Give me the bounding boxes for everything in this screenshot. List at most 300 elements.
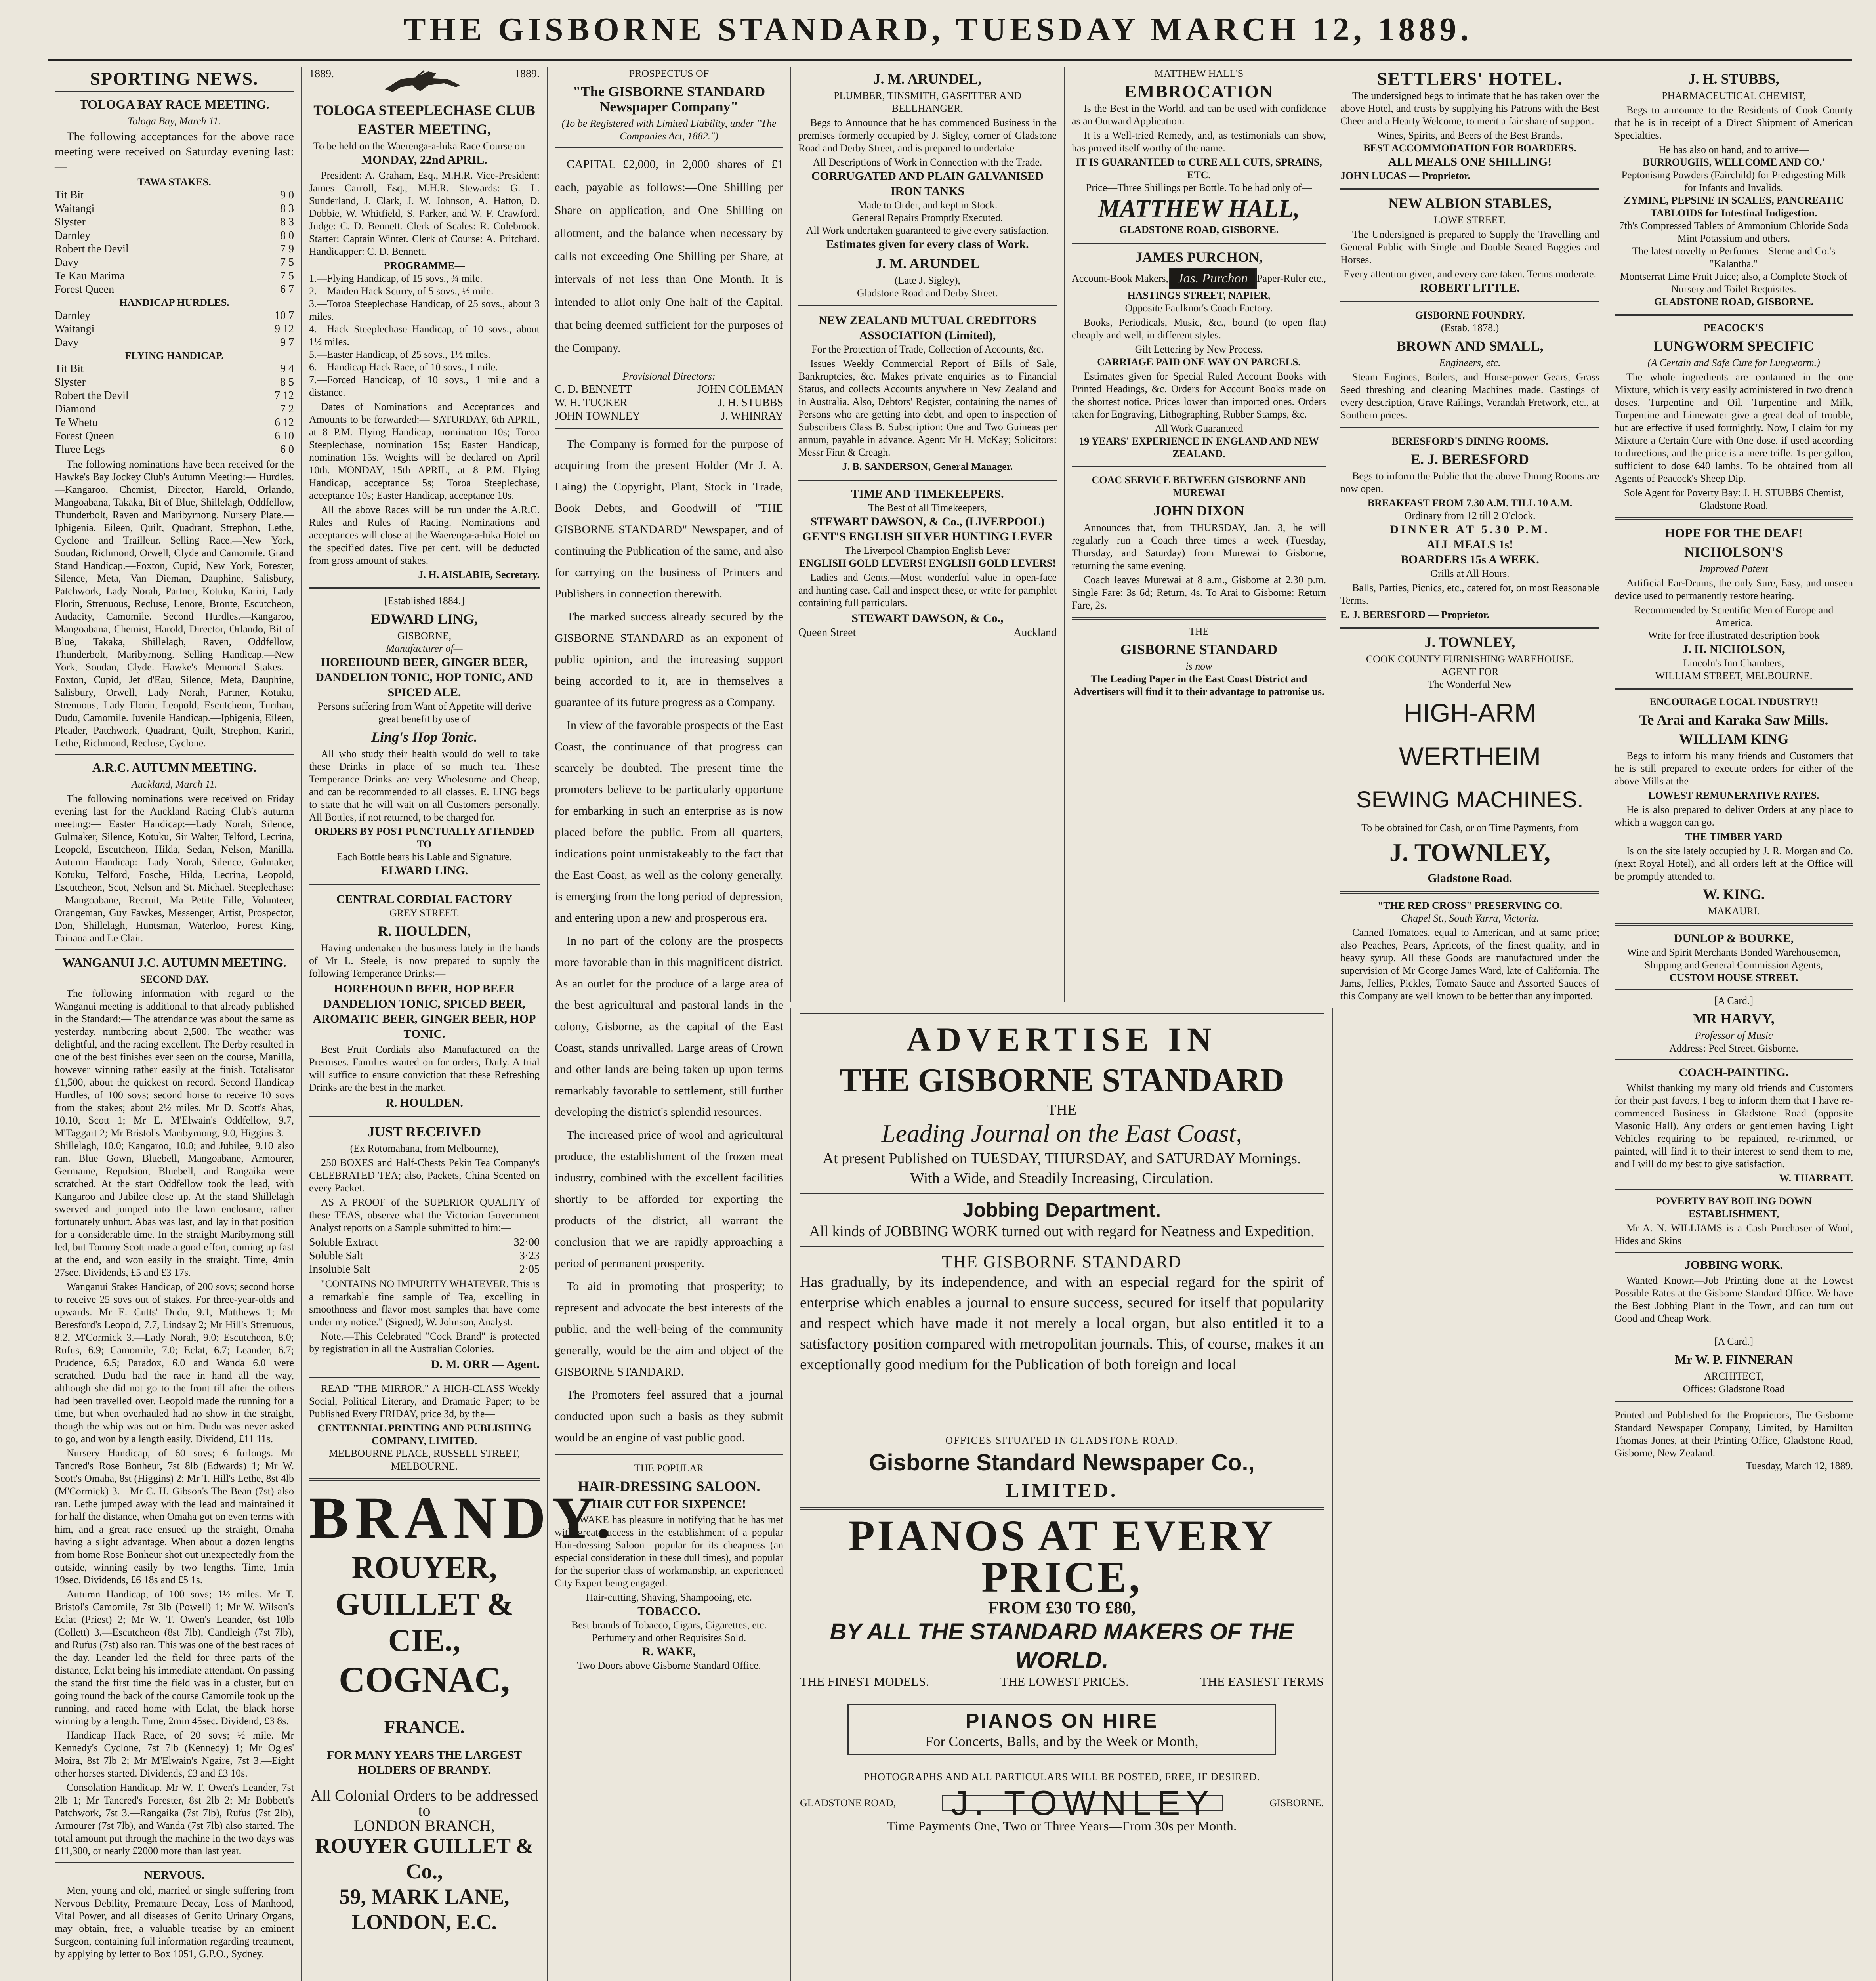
ad-text: Write for free illustrated description book: [1648, 630, 1820, 641]
article-text: The following nominations were received on Friday evening last for the Auckland Racing Club's autumn meeting:— Easter Handicap:—Lady Norah, Silence, Gulmaker, Silence, Kotuku, Sir Walter, Telford, Lecrina, Leopold, Escutcheon, Hilda, Sedan, Nelson, Manilla. Autumn Handicap:—Lady Norah, Silence, Gulmaker, Kotuku, Telford, Fosche, Hilda, Lecrina, Leopold, Escutcheon, Scot, Nelson and St. Michael. Steeplechase:—Mangoabane, Recruit, Ma Petite Fille, Volunteer, Orangeman, Guy Fawkes, Messenger, Artist, Prospector, Don, Shillelagh, Huntsman, Waterloo, Forest King, Tainaoa and Le Clair.: [55, 793, 294, 944]
ad-text: Best brands of Tobacco, Cigars, Cigarettes, etc.: [571, 1619, 767, 1631]
price-range: FROM £30 TO £80,: [988, 1598, 1136, 1617]
card-label: [A Card.]: [1714, 1336, 1754, 1347]
ad-text: Price—Three Shillings per Bottle. To be had only of—: [1086, 182, 1312, 193]
cognac-line: [309, 1659, 540, 1748]
ad-title: "THE RED CROSS" PRESERVING CO.: [1377, 900, 1563, 911]
analysis-row: [309, 1249, 540, 1263]
townley-logo: J. TOWNLEY: [942, 1795, 1223, 1811]
prospectus-paragraph: In view of the favorable prospects of the East Coast, the continuance of that progress can scarcely be doubted. The present time the promoters believe to be particularly opportune for embarking in such an enterprise as is now placed before the public. From all quarters, indications point unmistakeably to the fact that the East Coast, as well as the colony generally, is emerging from the long period of depression, and entering upon a new and prosperous era.: [555, 719, 783, 924]
ad-text: Coach leaves Murewai at 8 a.m., Gisborne at 2.30 p.m. Single Fare: 3s 6d; Return, 4s. To Arai to Gisborne: Return Fare, 2s.: [1072, 574, 1326, 611]
ad-text: Estimates given for Special Ruled Account Books with Printed Headings, &c. Orders for Account Books made on the shortest notice. Prices lower than imported ones. Orders taken for Engraving, Lithographing, Rubber Stamps, &c.: [1072, 370, 1326, 420]
purchon-logo: Jas. Purchon: [1169, 268, 1257, 289]
address: Two Doors above Gisborne Standard Office.: [577, 1660, 761, 1671]
entry-name: Slyster: [55, 376, 86, 388]
signature: R. HOULDEN.: [386, 1096, 463, 1109]
ad-text: Begs to inform his many friends and Customers that he is still prepared to execute orders for either of the above Mills at the: [1615, 750, 1853, 787]
address: LOWE STREET.: [1434, 214, 1506, 226]
masthead-rule: [48, 59, 1852, 61]
article-text: The following nominations have been received for the Hawke's Bay Jockey Club's Autumn Meeting:— Hurdles.—Kangaroo, Chemist, Director, Harold, Orlando, Mangoabana, Takaka, Bit of Blue, Shillelagh, Oddfellow, Thunderbolt, Raven and Maribyrnong. Nursery Plate.—Iphigenia, Eileen, Quilt, Quadrant, Strephon, Lethe, Cyclone and Trailleur. Selling Race.—New York, Soudan, Richmond, Orwell, Clyde and Camomile. Grand Stand Handicap.—Foxton, Cupid, New York, Forester, Silence, Meta, Van Dieman, Dauphine, Salisbury, Patchwork, Lady Norah, Partner, Kotuku, Kariri, Lady Florin, Strenuous, Recluse, Lenore, Bronte, Escutcheon, Audacity, Camomile. Second Hurdles.—Kangaroo, Mangoabana, Chemist, Harold, Director, Orlando, Bit of Blue, Takaka, Shillelagh, Raven, Oddfellow, Thunderbolt, Maribyrnong. Selling Handicap.—New York, Soudan, Clyde. Hawke's Memorial Stakes.—Foxton, Cupid, Jet d'Eau, Silence, Meta, Dauphine, Salisbury, Orwell, Lady Norah, Partner, Kotuku, Strenuous, Lady Florin, Leopold, Escutcheon, Turihau, Dudu, Camomile. Juvenile Handicap.—Iphigenia, Eileen, Pleader, Patchwork, Quadrant, Quilt, Strephon, Kariri, Lethe, Richmond, Recluse, Cyclone.: [55, 458, 294, 749]
feature-label: THE EASIEST TERMS: [1200, 1674, 1324, 1689]
ad-text: Whilst thanking my many old friends and Customers for their past favors, I beg to inform them that I have re-commenced Business in Gladstone Road (opposite Masonic Hall). Any orders or gentlemen having Light Vehicles requiring to be repainted, re-trimmed, or painted, will find it to their interest to send them to me, and I will do my best to give satisfaction.: [1615, 1082, 1853, 1170]
ad-text: The undersigned begs to intimate that he has taken over the above Hotel, and trusts by supplying his Patrons with the Best Cheer and a Hearty Welcome, to merit a fair share of support.: [1340, 90, 1599, 127]
divider: [55, 949, 294, 950]
signature: J. B. SANDERSON, General Manager.: [842, 461, 1013, 472]
france-word: FRANCE.: [384, 1717, 465, 1737]
director-name: JOHN COLEMAN: [697, 383, 783, 395]
divider: [309, 1377, 540, 1378]
signature: ELWARD LING.: [380, 864, 468, 877]
divider: [55, 91, 294, 92]
entry-value: 6 0: [280, 443, 294, 456]
column-advertisements-4: [1333, 67, 1607, 1981]
article-heading: WANGANUI J.C. AUTUMN MEETING.: [62, 955, 286, 970]
ad-text: The Undersigned is prepared to Supply the Travelling and General Public with Single and Double Seated Buggies and Horses.: [1340, 229, 1599, 265]
entry-value: 7 5: [280, 270, 294, 282]
ad-text: Account-Book Makers,: [1072, 273, 1169, 284]
ad-text: The Best of all Timekeepers,: [868, 502, 987, 513]
signature: R. WAKE,: [642, 1645, 696, 1658]
club-title: TOLOGA STEEPLECHASE CLUB: [313, 102, 535, 118]
divider: [555, 428, 783, 429]
ad-headline: LOWEST REMUNERATIVE RATES.: [1648, 790, 1819, 801]
ad-text: Recommended by Scientific Men of Europe and America.: [1634, 604, 1834, 628]
divider: [55, 1862, 294, 1863]
entry-row: [55, 336, 294, 349]
analysis-table: [309, 1236, 540, 1276]
ad-text: All Colonial Orders to be addressed to: [310, 1786, 538, 1819]
agent-line: D. M. ORR — Agent.: [431, 1358, 540, 1371]
director-name: JOHN TOWNLEY: [555, 410, 640, 422]
ad-text: Sole Agent for Poverty Bay: J. H. STUBBS Chemist, Gladstone Road.: [1624, 487, 1844, 511]
ad-title: CENTRAL CORDIAL FACTORY: [336, 893, 513, 906]
entry-value: 9 7: [280, 336, 294, 349]
ad-text: R. WAKE has pleasure in notifying that he has met with great success in the establishment of a popular Hair-dressing Saloon—popular for its cheapness (an especial consideration in these dull times), and popular for the superior class of workmanship, an experienced City Expert being engaged.: [555, 1514, 783, 1589]
purchon-logo-row: [1072, 268, 1326, 289]
director-name: W. H. TUCKER: [555, 397, 628, 409]
newspaper-title: THE GISBORNE STANDARD, TUESDAY MARCH 12, 1889.: [403, 11, 1473, 48]
article-text: The following information with regard to the Wanganui meeting is additional to that already published in the Standard:— The attendance was about the same as yesterday, numbering about 2,500. The weather was delightful, and the racing excellent. The Derby resulted in one of the best finishes ever seen on the course, Manilla, however winning rather easily at the finish. Totalisator £1,500, about the quickest on record. Second Handicap Hurdles, of 100 sovs; second horse to receive 10 sovs from the stakes; about 2½ miles. Mr D. Scott's Abas, 10.10, Scott 1; Mr E. M'Elwain's Oddfellow, 9.7, M'Taggart 2; Mr Bristol's Maribyrnong, 9.0, Higgins 3.—Shillelagh, 10.0; Kangaroo, 10.0; and Jubilee, 9.10 also ran. Blue Gown, Bluebell, Mangoabane, Armourer, Germaine, Repulsion, Bluebell, and Rangaika were scratched. At the start Oddfellow took the lead, with Kangaroo and Jubilee close up. At the stand Shillelagh swerved and jumped into the lawn enclosure, rather fortunately unhurt. Abas was last, and lay in that position for a considerable time. In the straight Maribyrnong still led, but Tommy Scott made a good effort, coming up fast at the end, and won easily in the straight. Time, 4min 27sec. Dividends, £5 and £3 17s.: [55, 988, 294, 1278]
company-title: "The GISBORNE STANDARD Newspaper Company": [573, 84, 765, 115]
pianos-headline: PIANOS AT EVERY PRICE,: [848, 1512, 1276, 1601]
ad-text: Estimates given for every class of Work.: [826, 238, 1029, 251]
ad-text: The latest novelty in Perfumes—Sterne and Co.'s "Kalantha.": [1632, 245, 1836, 269]
ad-text: THE: [1189, 626, 1209, 637]
entry-row: [55, 323, 294, 336]
product-headline: SEWING MACHINES.: [1356, 787, 1584, 813]
ad-text: Wanted Known—Job Printing done at the Lowest Possible Rates at the Gisborne Standard Office. We have the Best Jobbing Plant in the Town, and can turn out Good and Cheap Work.: [1615, 1275, 1853, 1324]
entry-value: 9 4: [280, 363, 294, 375]
article-text: Nursery Handicap, of 60 sovs; 6 furlongs. Mr Tancred's Rose Bonheur, 7st 8lb (Edwards) 1; Mr W. Scott's Omaha, 8st (Higgins) 2; Mr T. Hill's Lethe, 8st 4lb (M'Cormick) 3.—Mr C. H. Gibson's The Bean (7st) also ran. Lethe jumped away with the lead and maintained it for half the distance, when Omaha got on even terms with him, and a great race ensued up the straight, Omaha having a slight advantage. When about a dozen lengths from home Rose Bonheur shot out unexpectedly from the outside, winning easily by two lengths. Time, 1min 19sec. Dividends, £6 18s and £5 1s.: [55, 1447, 294, 1586]
divider: [1615, 1401, 1853, 1403]
signature: STEWART DAWSON, & Co.,: [851, 612, 1004, 625]
section-heading: SPORTING NEWS.: [90, 69, 259, 89]
signature: W. THARRATT.: [1779, 1172, 1853, 1184]
ad-text: All who study their health would do well to take these Drinks in place of so much tea. These Temperance Drinks are very Wholesome and Cheap, and can be recommended to all classes. E. LING begs to state that he will wait on all Customers personally. All Bottles, if not returned, to be charged for.: [309, 748, 540, 823]
divider: [1340, 891, 1599, 894]
company-name: ROUYER GUILLET & Co.,: [315, 1834, 534, 1883]
entry-value: 6 10: [275, 430, 294, 442]
gs-headline: THE GISBORNE STANDARD: [839, 1062, 1284, 1099]
column-prospectus: [547, 67, 790, 1981]
prospectus-paragraph: The marked success already secured by the GISBORNE STANDARD as an exponent of public opinion, and the increasing support being accorded to it, are in themselves a guarantee of its future progress as a Company.: [555, 610, 783, 709]
entry-value: 7 9: [280, 243, 294, 255]
ad-text: Every attention given, and every care taken. Terms moderate.: [1343, 268, 1597, 280]
ad-subtitle: COOK COUNTY FURNISHING WAREHOUSE.: [1366, 653, 1574, 665]
address: Address: Peel Street, Gisborne.: [1669, 1042, 1798, 1054]
entry-name: Te Whetu: [55, 416, 98, 429]
director-row: [555, 396, 783, 410]
ad-headline: CARRIAGE PAID ONE WAY ON PARCELS.: [1097, 356, 1301, 368]
photos-text: PHOTOGRAPHS AND ALL PARTICULARS WILL BE POSTED, FREE, IF DESIRED.: [863, 1771, 1260, 1783]
ad-subtitle: PHARMACEUTICAL CHEMIST,: [1661, 90, 1806, 101]
entry-value: 7 12: [275, 389, 294, 402]
entry-name: Soluble Salt: [309, 1250, 363, 1262]
ad-title: MR HARVY,: [1693, 1011, 1775, 1027]
entry-name: Forest Queen: [55, 430, 115, 442]
ad-subtitle: (A Certain and Safe Cure for Lungworm.): [1647, 357, 1820, 368]
product-name: ENGLISH GOLD LEVERS! ENGLISH GOLD LEVERS!: [799, 557, 1056, 569]
ad-title: JUST RECEIVED: [367, 1124, 481, 1139]
address-row: [798, 626, 1057, 639]
ad-notice: ORDERS BY POST PUNCTUALLY ATTENDED TO: [314, 826, 534, 850]
established-label: [Established 1884.]: [384, 595, 465, 607]
ad-headline: ALL MEALS 1s!: [1426, 538, 1513, 551]
rouyer-headline: ROUYER, GUILLET & CIE.,: [335, 1550, 513, 1658]
ad-subtitle: Engineers, etc.: [1439, 357, 1501, 368]
ad-text: FOR MANY YEARS THE LARGEST HOLDERS OF BRANDY.: [326, 1748, 522, 1777]
ad-title: J. H. STUBBS,: [1688, 71, 1779, 87]
divider: [309, 587, 540, 589]
ad-title: GISBORNE STANDARD: [1120, 641, 1278, 657]
ad-subtitle: For the Protection of Trade, Collection of Accounts, &c.: [811, 344, 1044, 355]
ad-title: HAIR-DRESSING SALOON.: [578, 1478, 760, 1494]
makers-line: BY ALL THE STANDARD MAKERS OF THE WORLD.: [830, 1619, 1294, 1673]
ad-subtitle: (Ex Rotomahana, from Melbourne),: [350, 1143, 499, 1154]
entry-name: Insoluble Salt: [309, 1263, 370, 1275]
ad-text: All Descriptions of Work in Connection with the Trade.: [813, 156, 1042, 168]
entry-name: Te Kau Marima: [55, 270, 125, 282]
spacer: [800, 1375, 1324, 1434]
divider: [1072, 466, 1326, 468]
ad-subheading: TOBACCO.: [637, 1605, 700, 1618]
signature: W. KING.: [1703, 886, 1765, 902]
ad-subtitle: THE POPULAR: [634, 1462, 704, 1474]
column-advertisements-5: [1607, 67, 1860, 1981]
divider: [55, 754, 294, 755]
ad-title: JAMES PURCHON,: [1135, 249, 1263, 265]
ad-text: He is also prepared to deliver Orders at any place to which a waggon can go.: [1615, 804, 1853, 828]
entry-row: [55, 376, 294, 389]
meeting-title: EASTER MEETING,: [357, 121, 491, 137]
programme-item: 5.—Easter Handicap, of 25 sovs., 1½ miles.: [309, 349, 490, 360]
ad-subtitle: THE TIMBER YARD: [1685, 831, 1782, 842]
divider: [1615, 1252, 1853, 1253]
divider: [1072, 617, 1326, 620]
ad-text: Canned Tomatoes, equal to American, and at same price; also Peaches, Pears, Apricots, of the finest quality, and in heavy syrup. All these Goods are manufactured under the supervision of Mr George James Ward, late of California. The Jams, Jellies, Pickles, Tomato Sauce and Assorted Sauces of this Company are well known to be better than any imported.: [1340, 927, 1599, 1002]
address: Lincoln's Inn Chambers,: [1683, 657, 1784, 669]
ad-headline: IT IS GUARANTEED to CURE ALL CUTS, SPRAINS, ETC.: [1076, 156, 1322, 181]
divider: [555, 1454, 783, 1456]
jobbing-text: All kinds of JOBBING WORK turned out with regard for Neatness and Expedition.: [809, 1223, 1315, 1240]
published-text: At present Published on TUESDAY, THURSDAY, and SATURDAY Mornings.: [823, 1150, 1301, 1167]
ad-text: Perfumery and other Requisites Sold.: [592, 1632, 746, 1643]
ad-text: Artificial Ear-Drums, the only Sure, Easy, and unseen device used to permanently restore hearing.: [1615, 577, 1853, 601]
article-text: Wanganui Stakes Handicap, of 200 sovs; second horse to receive 25 sovs out of stakes. For three-year-olds and upwards. Mr E. Cutts' Dudu, 9.1, Matthews 1; Mr Beresford's Leopold, 7.7, Lindsay 2; Mr Hill's Strenuous, 8.2, M'Cormick 3.—Lady Norah, 9.0; Escutcheon, 8.0; Rufus, 6.9; Camomile, 7.0; Eclat, 6.7; Leander, 6.7; Prudence, 6.5; Paradox, 6.0 and Wanda 6.0 were scratched. Dudu had the race in hand all the way, although she did not go to the front till after the others had been travelled over. Leopold made the running for a time, but when overhauled had no show in the straight, though the whip was out on him. Dudu was never asked to go, and won by a length easily. Dividend, £11 11s.: [55, 1281, 294, 1445]
entry-row: [55, 189, 294, 202]
director-row: [555, 383, 783, 396]
ad-heading: NERVOUS.: [144, 1868, 205, 1882]
divider: [800, 1246, 1324, 1247]
ad-text: Grills at All Hours.: [1430, 568, 1510, 579]
ad-subtitle: Manufacturer of—: [386, 643, 463, 654]
address: Gladstone Road and Derby Street.: [857, 287, 998, 299]
year-label: 1889.: [309, 68, 334, 80]
programme-item: 1.—Flying Handicap, of 15 sovs., ¾ mile.: [309, 273, 483, 284]
meeting-date: MONDAY, 22nd APRIL.: [361, 153, 487, 166]
ad-text: Ordinary from 12 till 2 O'clock.: [1404, 510, 1536, 521]
ad-text: Men, young and old, married or single suffering from Nervous Debility, Premature Decay, Loss of Manhood, Vital Power, and all diseases of Genito Urinary Organs, may obtain, free, a valuable treatise by an eminent Surgeon, containing full information regarding treatment, by applying by letter to Box 1051, G.P.O., Sydney.: [55, 1885, 294, 1960]
address: Chapel St., South Yarra, Victoria.: [1401, 912, 1539, 924]
ad-headline: CORRUGATED AND PLAIN GALVANISED IRON TANKS: [811, 170, 1044, 198]
prospectus-paragraph: The Company is formed for the purpose of acquiring from the present Holder (Mr J. A. Laing) the Copyright, Plant, Stock in Trade, Book Debts, and Goodwill of "THE GISBORNE STANDARD" Newspaper, and of continuing the Publication of the same, and also for carrying on the business of Printers and Publishers in connection therewith.: [555, 437, 783, 600]
ad-text: Opposite Faulknor's Coach Factory.: [1125, 302, 1273, 314]
entry-value: 9 0: [280, 189, 294, 201]
feature-label: THE LOWEST PRICES.: [1000, 1674, 1129, 1689]
address: MAKAURI.: [1708, 905, 1760, 917]
address: HASTINGS STREET, NAPIER,: [1127, 290, 1271, 301]
leading-journal: Leading Journal on the East Coast,: [881, 1119, 1242, 1147]
ad-title: COAC SERVICE BETWEEN GISBORNE AND MUREWAI: [1092, 474, 1306, 498]
ad-title: NICHOLSON'S: [1684, 544, 1784, 560]
ad-text: Having undertaken the business lately in the hands of Mr L. Steele, is now prepared to supply the following Temperance Drinks:—: [309, 942, 540, 979]
ad-text: It is a Well-tried Remedy, and, as testimonials can show, has proved itself worthy of the name.: [1072, 130, 1326, 154]
divider: [555, 147, 783, 148]
the-label: THE: [1047, 1101, 1076, 1118]
ad-text: AS A PROOF of the SUPERIOR QUALITY of these TEAS, observe what the Victorian Government Analyst reports on a Sample submitted to him:—: [309, 1197, 540, 1233]
divider: [800, 1193, 1324, 1194]
ad-text: Wine and Spirit Merchants Bonded Warehousemen, Shipping and General Commission Agents,: [1627, 947, 1841, 971]
prospectus-paragraph: The increased price of wool and agricultural produce, the establishment of the frozen meat industry, combined with the excellent facilities shortly to be afforded for exporting the products of the district, all warrant the conclusion that we are rapidly approaching a period of permanent prosperity.: [555, 1128, 783, 1270]
gs-subheading: THE GISBORNE STANDARD: [942, 1252, 1182, 1271]
ad-title: E. J. BERESFORD: [1410, 451, 1529, 467]
entry-name: Slyster: [55, 216, 86, 228]
hire-text: For Concerts, Balls, and by the Week or Month,: [925, 1733, 1199, 1749]
entry-name: Darnley: [55, 309, 91, 322]
entry-name: Forest Queen: [55, 283, 115, 296]
ad-subtitle: PLUMBER, TINSMITH, GASFITTER AND BELLHANGER,: [833, 90, 1022, 114]
divider: [800, 1013, 1324, 1014]
entry-value: 6 12: [275, 416, 294, 429]
ad-big-name: J. TOWNLEY,: [1389, 838, 1551, 866]
ad-text: Is on the site lately occupied by J. R. Morgan and Co. (next Royal Hotel), and all orders left at the Office will be promptly attended to.: [1615, 845, 1853, 882]
ad-text: The whole ingredients are contained in the one Mixture, which is very easily administered in two drench doses. Turpentine and Oil, Turpentine and Milk, Turpentine and Limewater give a great deal of trouble, but are effective if used fortnightly. Now, I claim for my Mixture a Certain Cure with One dose, if used according to directions, and the price is a mere trifle. 1s per gallon, sufficient to dose 640 lambs. To be obtained from all Agents of Peacock's Sheep Dip.: [1615, 371, 1853, 484]
entry-row: [55, 202, 294, 216]
ad-headline: BREAKFAST FROM 7.30 A.M. TILL 10 A.M.: [1367, 497, 1573, 509]
pianos-hire-box: [847, 1704, 1276, 1755]
ad-text: Books, Periodicals, Music, &c., bound (to open flat) cheaply and well, in different styles.: [1072, 317, 1326, 341]
product-name: GENT'S ENGLISH SILVER HUNTING LEVER: [802, 530, 1053, 543]
entry-row: [55, 216, 294, 229]
gs-text: Has gradually, by its independence, and with an especial regard for the spirit of enterprise which enables a journal to ensure success, secured for itself that popularity and respect which have made it not merely a local organ, but also entitled it to a satisfactory position compared with metropolitan journals. This, of course, makes it an exceptionally good medium for the Publication of both foreign and local: [800, 1274, 1324, 1373]
ad-text: Made to Order, and kept in Stock.: [857, 199, 998, 211]
ad-text: Announces that, from THURSDAY, Jan. 3, he will regularly run a Coach three times a week (Tuesday, Thursday, and Saturday) from Murewai to Gisborne, returning the same evening.: [1072, 522, 1326, 571]
ad-title: BERESFORD'S DINING ROOMS.: [1391, 435, 1548, 447]
ad-text: Best Fruit Cordials also Manufactured on the Premises. Families waited on for orders, Daily. A trial will suffice to ensure conviction that these Refreshing Drinks are the best in the market.: [309, 1044, 540, 1093]
entry-value: 3·23: [519, 1250, 540, 1262]
ad-title: TIME AND TIMEKEEPERS.: [851, 487, 1004, 500]
divider: [309, 1478, 540, 1481]
column-sporting-news: [48, 67, 301, 1981]
prospectus-paragraph: The Promoters feel assured that a journal conducted upon such a basis as they submit would be an engine of vast public good.: [555, 1388, 783, 1444]
ad-title: NEW ZEALAND MUTUAL CREDITORS ASSOCIATION (Limited),: [819, 314, 1036, 342]
divider: [1340, 627, 1599, 629]
limited-label: LIMITED.: [1006, 1479, 1118, 1501]
ad-title: NEW ALBION STABLES,: [1388, 195, 1552, 211]
entry-value: 9 12: [275, 323, 294, 335]
ad-title: LUNGWORM SPECIFIC: [1653, 338, 1814, 354]
entry-name: Soluble Extract: [309, 1236, 378, 1248]
ad-headline: BOARDERS 15s A WEEK.: [1401, 553, 1539, 566]
entry-row: [55, 429, 294, 443]
programme-item: 2.—Maiden Hack Scurry, of 5 sovs., ½ mile.: [309, 285, 494, 297]
product-list: HOREHOUND BEER, GINGER BEER, DANDELION TONIC, HOP TONIC, AND SPICED ALE.: [315, 656, 533, 699]
race-heading: FLYING HANDICAP.: [125, 350, 224, 361]
registered-note: (To be Registered with Limited Liability, under "The Companies Act, 1882."): [561, 118, 777, 142]
ad-title: JOBBING WORK.: [1685, 1258, 1783, 1271]
entry-name: Robert the Devil: [55, 243, 129, 255]
ad-title: SETTLERS' HOTEL.: [1377, 69, 1563, 89]
entry-name: Robert the Devil: [55, 389, 129, 402]
entry-row: [55, 389, 294, 403]
capital-text: CAPITAL £2,000, in 2,000 shares of £1 each, payable as follows:—One Shilling per Share on application, and One Shilling on allotment, and the balance when necessary by calls not exceeding One Shilling per Share, at intervals of not less than One Month. It is intended to allot only One half of the Capital, that being deemed sufficient for the purposes of the Company.: [555, 158, 783, 355]
ad-subtitle: GISBORNE FOUNDRY.: [1415, 309, 1525, 321]
card-label: [A Card.]: [1714, 995, 1754, 1006]
divider: [1340, 301, 1599, 303]
ad-subtitle: STEWART DAWSON, & Co., (LIVERPOOL): [810, 515, 1045, 528]
programme-item: 3.—Toroa Steeplechase Handicap, of 25 sovs., about 3 miles.: [309, 298, 540, 322]
ad-text: Peptonising Powders (Fairchild) for Predigesting Milk for Infants and Invalids.: [1621, 169, 1846, 193]
programme-heading: PROGRAMME—: [384, 260, 465, 271]
entry-value: 8 3: [280, 216, 294, 228]
product-list: HOREHOUND BEER, HOP BEER DANDELION TONIC, SPICED BEER, AROMATIC BEER, GINGER BEER, HOP TONIC.: [313, 982, 536, 1040]
programme-list: [309, 272, 540, 399]
features-row: [800, 1675, 1324, 1688]
programme-item: 7.—Forced Handicap, of 10 sovs., 1 mile and a distance.: [309, 374, 540, 398]
feature-label: THE FINEST MODELS.: [800, 1674, 929, 1689]
ad-text: Balls, Parties, Picnics, etc., catered for, on most Reasonable Terms.: [1340, 582, 1599, 606]
ad-title: Te Arai and Karaka Saw Mills.: [1639, 712, 1828, 728]
address: GLADSTONE ROAD, GISBORNE.: [1119, 224, 1279, 235]
ad-text: Steam Engines, Boilers, and Horse-power Gears, Grass Seed threshing and cleaning Machines made. Castings of every description, Grave Railings, Verandah Fretwork, etc., at Southern prices.: [1340, 371, 1599, 421]
ad-headline: ZYMINE, PEPSINE IN SCALES, PANCREATIC TABLOIDS for Intestinal Indigestion.: [1624, 195, 1844, 219]
divider: [1340, 188, 1599, 190]
year-row: [309, 67, 540, 99]
director-name: J. WHINRAY: [721, 410, 783, 422]
entries-list: [55, 309, 294, 349]
entry-row: [55, 256, 294, 269]
imprint-date: Tuesday, March 12, 1889.: [1746, 1460, 1853, 1471]
product-headline: HIGH-ARM: [1404, 698, 1536, 727]
entry-row: [55, 269, 294, 283]
divider: [1072, 242, 1326, 244]
director-name: J. H. STUBBS: [718, 397, 783, 409]
entry-value: 10 7: [275, 309, 294, 322]
imprint: Printed and Published for the Proprietors, The Gisborne Standard Newspaper Company, Limited, by Hamilton Thomas Jones, at their Printing Office, Gladstone Road, Gisborne, New Zealand.: [1615, 1409, 1853, 1459]
analysis-row: [309, 1236, 540, 1249]
entry-value: 7 5: [280, 256, 294, 269]
offices-text: OFFICES SITUATED IN GLADSTONE ROAD.: [945, 1435, 1178, 1446]
divider: [1340, 427, 1599, 429]
city: GISBORNE.: [1269, 1797, 1324, 1809]
ad-text: The Leading Paper in the East Coast District and Advertisers will find it to their advantage to patronise us.: [1073, 673, 1324, 697]
ad-subtitle: PEACOCK'S: [1704, 322, 1764, 334]
entry-row: [55, 443, 294, 456]
ad-text: All the above Races will be run under the A.R.C. Rules and Rules of Racing. Nominations and acceptances will close at the Waerenga-a-hika Hotel on the specified dates. Five per cent. will be deducted from gross amount of stakes.: [309, 504, 540, 566]
product-headline: WERTHEIM: [1399, 742, 1541, 771]
article-text: Autumn Handicap, of 100 sovs; 1½ miles. Mr T. Bristol's Camomile, 7st 3lb (Powell) 1; Mr W. Wilson's Eclat (Priest) 2; Mr W. T. Owen's Leander, 6st 10lb (Collett) 3.—Escutcheon (8st 7lb), Candleigh (7st 7lb), and Rufus (7st) also ran. This was one of the best races of the day. Leander led the field for three parts of the distance, Eclat being his immediate attendant. On passing the stand the first time the field was in a cluster, but on going round the back of the course Camomile took up the running, and raced home with Eclat, the black horse winning by a length. Time, 2min 45sec. Dividend, £3 8s.: [55, 1588, 294, 1727]
ad-text: Dates of Nominations and Acceptances and Amounts to be forwarded:— SATURDAY, 6th APRIL, at 8 P.M. Flying Handicap, nomination 10s; Toroa Steeplechase, nomination 15s; Easter Handicap, nomination 15s. Weights will be declared on April 10th. MONDAY, 15th APRIL, at 8 P.M. Flying Handicap, acceptance 5s; Toroa Steeplechase, acceptance 10s; Easter Handicap, acceptance 10s.: [309, 401, 540, 501]
services-line: Hair-cutting, Shaving, Shampooing, etc.: [586, 1592, 752, 1603]
race-heading: TAWA STAKES.: [137, 176, 211, 188]
ad-text: Note.—This Celebrated "Cock Brand" is protected by registration in all the Australian Colonies.: [309, 1330, 540, 1355]
ad-title: POVERTY BAY BOILING DOWN ESTABLISHMENT,: [1655, 1195, 1812, 1220]
director-name: C. D. BENNETT: [555, 383, 632, 395]
article-text: Handicap Hack Race, of 20 sovs; ½ mile. Mr Kennedy's Cyclone, 7st 7lb (Kennedy) 1; Mr Ogles' Moira, 8st 7lb 2; Mr M'Elwain's Ngaire, 7st 3.—Eight other horses started. Dividends, £3 and £3 10s.: [55, 1729, 294, 1779]
entry-row: [55, 309, 294, 323]
ad-subtitle: GISBORNE,: [397, 630, 452, 641]
ad-text: Ladies and Gents.—Most wonderful value in open-face and hunting case. Call and inspect these, or write for pamphlet containing full particulars.: [798, 572, 1057, 609]
ad-title: EDWARD LING,: [370, 611, 478, 627]
ad-text: Begs to inform the Public that the above Dining Rooms are now open.: [1340, 470, 1599, 494]
divider: [1615, 989, 1853, 990]
programme-item: 6.—Handicap Hack Race, of 10 sovs., 1 mile.: [309, 361, 498, 373]
signature: J. H. AISLABIE, Secretary.: [418, 569, 540, 580]
directors-list: [555, 383, 783, 423]
ad-title: COACH-PAINTING.: [1679, 1066, 1789, 1079]
hire-heading: PIANOS ON HIRE: [965, 1710, 1158, 1733]
entry-value: 2·05: [519, 1263, 540, 1275]
ad-text: Gilt Lettering by New Process.: [1135, 344, 1263, 355]
circulation-text: With a Wide, and Steadily Increasing, Circulation.: [910, 1170, 1214, 1187]
ad-text: Paper-Ruler etc.,: [1257, 273, 1326, 284]
divider: [1615, 1189, 1853, 1190]
ad-text: The Wonderful New: [1428, 679, 1512, 690]
ad-text: 250 BOXES and Half-Chests Pekin Tea Company's CELEBRATED TEA; also, Packets, China Scented on every Packet.: [309, 1157, 540, 1194]
ad-subtitle: ARCHITECT,: [1704, 1370, 1764, 1382]
column-advertisements-2: [790, 67, 1064, 1002]
center-advertisement-block: [790, 1008, 1333, 1981]
publisher-address: MELBOURNE PLACE, RUSSELL STREET, MELBOURNE.: [329, 1448, 520, 1472]
ad-title: J. TOWNLEY,: [1424, 634, 1515, 650]
entry-value: 6 7: [280, 283, 294, 296]
ad-text: Persons suffering from Want of Appetite will derive great benefit by use of: [317, 700, 531, 725]
programme-item: 4.—Hack Steeplechase Handicap, of 10 sovs., about 1½ miles.: [309, 323, 540, 347]
prospectus-body: [555, 433, 783, 1449]
address: CUSTOM HOUSE STREET.: [1669, 972, 1798, 983]
entry-row: [55, 242, 294, 256]
ad-subtitle: Improved Patent: [1699, 563, 1768, 574]
ad-text: Begs to announce to the Residents of Cook County that he is in receipt of a Direct Shipment of American Specialties.: [1615, 104, 1853, 141]
product-name: The Liverpool Champion English Lever: [845, 545, 1010, 556]
divider: [1615, 688, 1853, 690]
ad-title: DUNLOP & BOURKE,: [1674, 932, 1794, 945]
signature: JOHN LUCAS — Proprietor.: [1340, 170, 1470, 181]
race-heading: HANDICAP HURDLES.: [119, 297, 229, 308]
ad-headline: BEST ACCOMMODATION FOR BOARDERS.: [1363, 142, 1576, 154]
ad-title: R. HOULDEN,: [378, 923, 471, 939]
divider: [1615, 517, 1853, 520]
